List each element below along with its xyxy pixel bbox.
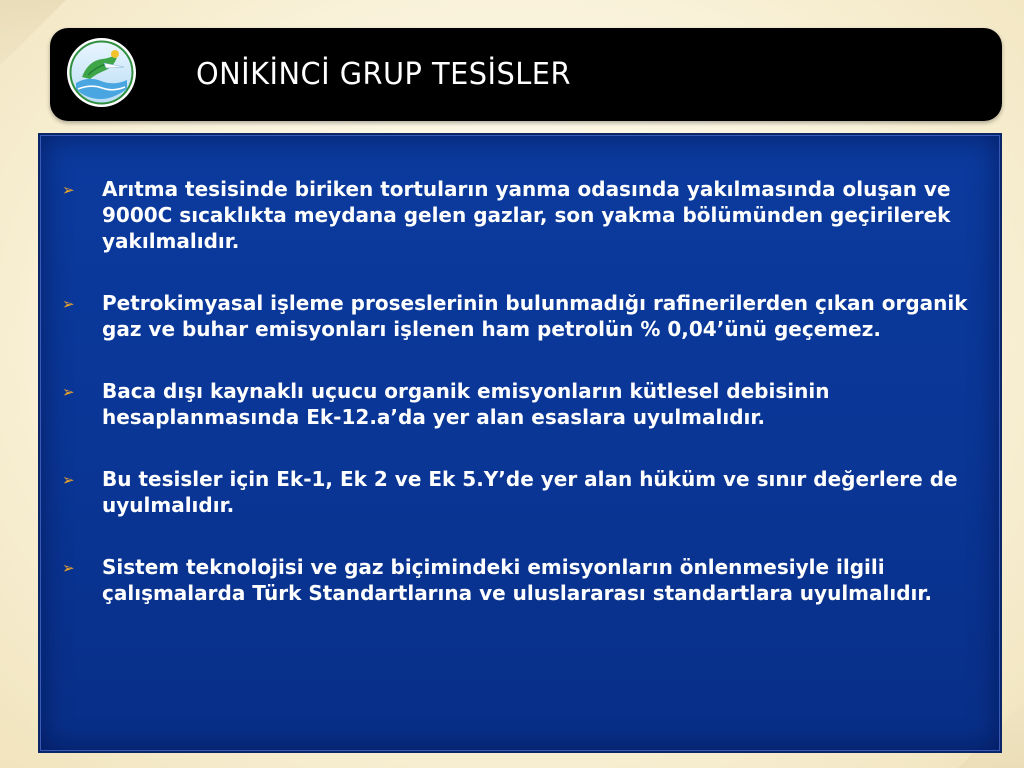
ministry-logo-icon <box>66 37 137 108</box>
arrow-bullet-icon: ➢ <box>62 383 75 401</box>
bullet-text: Bu tesisler için Ek-1, Ek 2 ve Ek 5.Y’de yer alan hüküm ve sınır değerlere de uyulmalıdır. <box>102 467 958 517</box>
bullet-item <box>41 466 995 518</box>
bullet-item <box>41 290 995 342</box>
bullet-list <box>41 136 999 606</box>
bullet-text: Arıtma tesisinde biriken tortuların yanma odasında yakılmasında oluşan ve 9000C sıcaklıkta meydana gelen gazlar, son yakma bölümünden geçirilerek yakılmalıdır. <box>102 177 951 253</box>
bullet-text: Baca dışı kaynaklı uçucu organik emisyonların kütlesel debisinin hesaplanmasında Ek-12.a’da yer alan esaslara uyulmalıdır. <box>102 379 830 429</box>
arrow-bullet-icon: ➢ <box>62 181 75 199</box>
title-bar <box>50 28 1002 121</box>
arrow-bullet-icon: ➢ <box>62 295 75 313</box>
bullet-item <box>41 176 995 254</box>
bullet-text: Sistem teknolojisi ve gaz biçimindeki emisyonların önlenmesiyle ilgili çalışmalarda Türk Standartlarına ve uluslararası standartlara uyulmalıdır. <box>102 555 932 605</box>
arrow-bullet-icon: ➢ <box>62 559 75 577</box>
bullet-item <box>41 378 995 430</box>
bullet-item <box>41 554 995 606</box>
arrow-bullet-icon: ➢ <box>62 471 75 489</box>
content-panel <box>40 135 1000 751</box>
bullet-text: Petrokimyasal işleme proseslerinin bulunmadığı rafinerilerden çıkan organik gaz ve buhar emisyonları işlenen ham petrolün % 0,04’ünü geçemez. <box>102 291 968 341</box>
slide-title: ONİKİNCİ GRUP TESİSLER <box>196 57 571 92</box>
